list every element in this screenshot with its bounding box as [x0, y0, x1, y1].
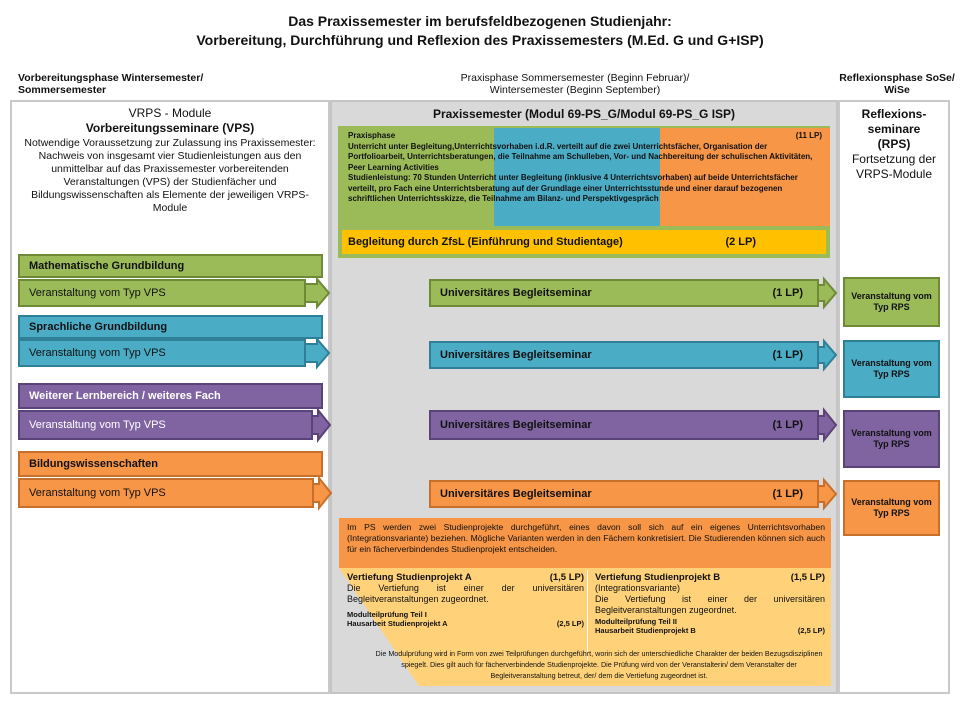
project-b-text: Die Vertiefung ist einer der universitären Begleitveranstaltungen zugeordnet. — [595, 594, 825, 615]
category-weiterer-lernbereich: Weiterer Lernbereich / weiteres Fach — [18, 383, 323, 409]
title-line-1: Das Praxissemester im berufsfeldbezogenen Studienjahr: — [288, 13, 672, 29]
zfsl-label: Begleitung durch ZfsL (Einführung und Studientage) — [348, 236, 623, 248]
arrow-right-icon — [818, 480, 838, 508]
praxisphase-text: Unterricht unter Begleitung,Unterrichtsvorhaben i.d.R. verteilt auf die zwei Unterrichtsfächer, Organisation der Portfolioarbeit, Unterrichtsberatungen, die Teilnahme am Schulleben, Vor- und Nachbereitung der schulischen Aktivitäten, Peer Learning Activities — [348, 141, 813, 172]
project-a-lp: (1,5 LP) — [549, 572, 584, 583]
seminar-lp: (1 LP) — [772, 419, 803, 431]
project-b-sub: (Integrationsvariante) — [595, 583, 681, 593]
seminar-education — [429, 480, 819, 508]
seminar-math — [429, 279, 819, 307]
project-a-hausarbeit: Hausarbeit Studienprojekt A — [347, 619, 448, 628]
vps-event-language: Veranstaltung vom Typ VPS — [18, 339, 306, 367]
rps-description: Fortsetzung der VRPS-Module — [851, 152, 937, 181]
rps-event-further: Veranstaltung vom Typ RPS — [843, 410, 940, 468]
rps-heading-line-1: Reflexions- — [861, 107, 927, 121]
praxisphase-lp: (11 LP) — [795, 131, 822, 140]
title-line-2: Vorbereitung, Durchführung und Reflexion des Praxissemesters (M.Ed. G und G+ISP) — [196, 32, 764, 48]
praxisphase-box — [338, 126, 830, 258]
arrow-right-icon — [818, 410, 838, 440]
zfsl-lp: (2 LP) — [725, 236, 756, 248]
vrps-modules-label: VRPS - Module — [128, 106, 212, 120]
seminar-label: Universitäres Begleitseminar — [440, 419, 592, 431]
project-a-title: Vertiefung Studienprojekt A — [347, 572, 472, 583]
phase-label-preparation: Vorbereitungsphase Wintersemester/ Sommersemester — [18, 72, 204, 96]
rps-header — [840, 107, 948, 182]
rps-event-math: Veranstaltung vom Typ RPS — [843, 277, 940, 327]
seminar-lp: (1 LP) — [772, 287, 803, 299]
rps-heading-line-2: seminare — [867, 122, 921, 136]
category-bildungswissenschaften: Bildungswissenschaften — [18, 451, 323, 477]
seminar-label: Universitäres Begleitseminar — [440, 349, 592, 361]
project-b-title: Vertiefung Studienprojekt B — [595, 572, 721, 583]
zfsl-box — [342, 230, 826, 254]
arrow-right-icon — [818, 279, 838, 307]
rps-heading-line-3: (RPS) — [877, 137, 911, 151]
page-title — [0, 12, 960, 50]
vps-event-math: Veranstaltung vom Typ VPS — [18, 279, 306, 307]
project-a — [347, 572, 584, 628]
vps-heading: Vorbereitungsseminare (VPS) — [85, 121, 255, 135]
projects-divider — [587, 570, 588, 660]
project-b-modul: Modulteilprüfung Teil II — [595, 617, 677, 626]
praxisphase-studienleistung: Studienleistung: 70 Stunden Unterricht unter Begleitung (inklusive 4 Unterrichtsvorhaben) auf beide Unterrichtsfächer verteilt, pro Fach eine Unterrichtsberatung auf der Grundlage einer Unterrichtsstunde und einer darauf bezogenen schriftlichen Unterrichtsskizze, die Teilnahme am Bilanz- und Perspektivgespräch — [348, 173, 798, 203]
phase-label-practice: Praxisphase Sommersemester (Beginn Februar)/ Wintersemester (Beginn September) — [460, 72, 690, 96]
project-b-lp: (1,5 LP) — [790, 572, 825, 583]
study-projects-footer: Die Modulprüfung wird in Form von zwei Teilprüfungen durchgeführt, worin sich der unterschiedliche Charakter der beiden Bezugsdisziplinen spiegelt. Dies gilt auch für fächerverbindende Studienprojekte. Die Prüfung wird von der Veranstalterin/ dem Veranstalter der Begleitveranstaltung betreut, der/ dem die Vertiefung zugeordnet ist. — [375, 649, 823, 680]
project-b — [595, 572, 825, 635]
praxisphase-title: Praxisphase — [348, 131, 396, 140]
project-a-text: Die Vertiefung ist einer der universitären Begleitveranstaltungen zugeordnet. — [347, 583, 584, 604]
category-mathematische-grundbildung: Mathematische Grundbildung — [18, 254, 323, 278]
seminar-lp: (1 LP) — [772, 488, 803, 500]
vps-event-further: Veranstaltung vom Typ VPS — [18, 410, 313, 440]
study-projects-intro: Im PS werden zwei Studienprojekte durchgeführt, eines davon soll sich auf ein eigenes Unterrichtsvorhaben (Integrationsvariante) beziehen. Mögliche Varianten werden in den Fächern konkretisiert. Die Studierenden können sich auch für ein fächerverbindendes Studienprojekt entscheiden. — [347, 522, 825, 554]
rps-event-language: Veranstaltung vom Typ RPS — [843, 340, 940, 398]
project-b-hausarbeit: Hausarbeit Studienprojekt B — [595, 626, 696, 635]
praxisphase-content — [348, 131, 822, 205]
seminar-language — [429, 341, 819, 369]
arrow-right-icon — [305, 279, 333, 307]
vrps-header — [12, 106, 328, 215]
seminar-label: Universitäres Begleitseminar — [440, 287, 592, 299]
project-a-modul: Modulteilprüfung Teil I — [347, 610, 427, 619]
vps-description: Notwendige Voraussetzung zur Zulassung ins Praxissemester: Nachweis von insgesamt vier Studienleistungen aus den unmittelbar auf das Praxissemester vorbereitenden Veranstaltungen (VPS) der Studienfächer und Bildungswissenschaften als Elemente der jeweiligen VRPS-Module — [24, 137, 316, 214]
arrow-right-icon — [305, 339, 333, 367]
study-projects-area — [339, 518, 831, 686]
arrow-right-icon — [312, 410, 334, 440]
phase-label-reflection: Reflexionsphase SoSe/ WiSe — [839, 72, 955, 96]
seminar-further — [429, 410, 819, 440]
project-a-hausarbeit-lp: (2,5 LP) — [556, 619, 584, 628]
category-sprachliche-grundbildung: Sprachliche Grundbildung — [18, 315, 323, 339]
praxissemester-heading: Praxissemester (Modul 69-PS_G/Modul 69-PS_G ISP) — [432, 107, 736, 121]
arrow-right-icon — [818, 341, 838, 369]
project-b-hausarbeit-lp: (2,5 LP) — [797, 626, 825, 635]
seminar-label: Universitäres Begleitseminar — [440, 488, 592, 500]
arrow-right-icon — [313, 478, 335, 508]
vps-event-education: Veranstaltung vom Typ VPS — [18, 478, 314, 508]
seminar-lp: (1 LP) — [772, 349, 803, 361]
rps-event-education: Veranstaltung vom Typ RPS — [843, 480, 940, 536]
